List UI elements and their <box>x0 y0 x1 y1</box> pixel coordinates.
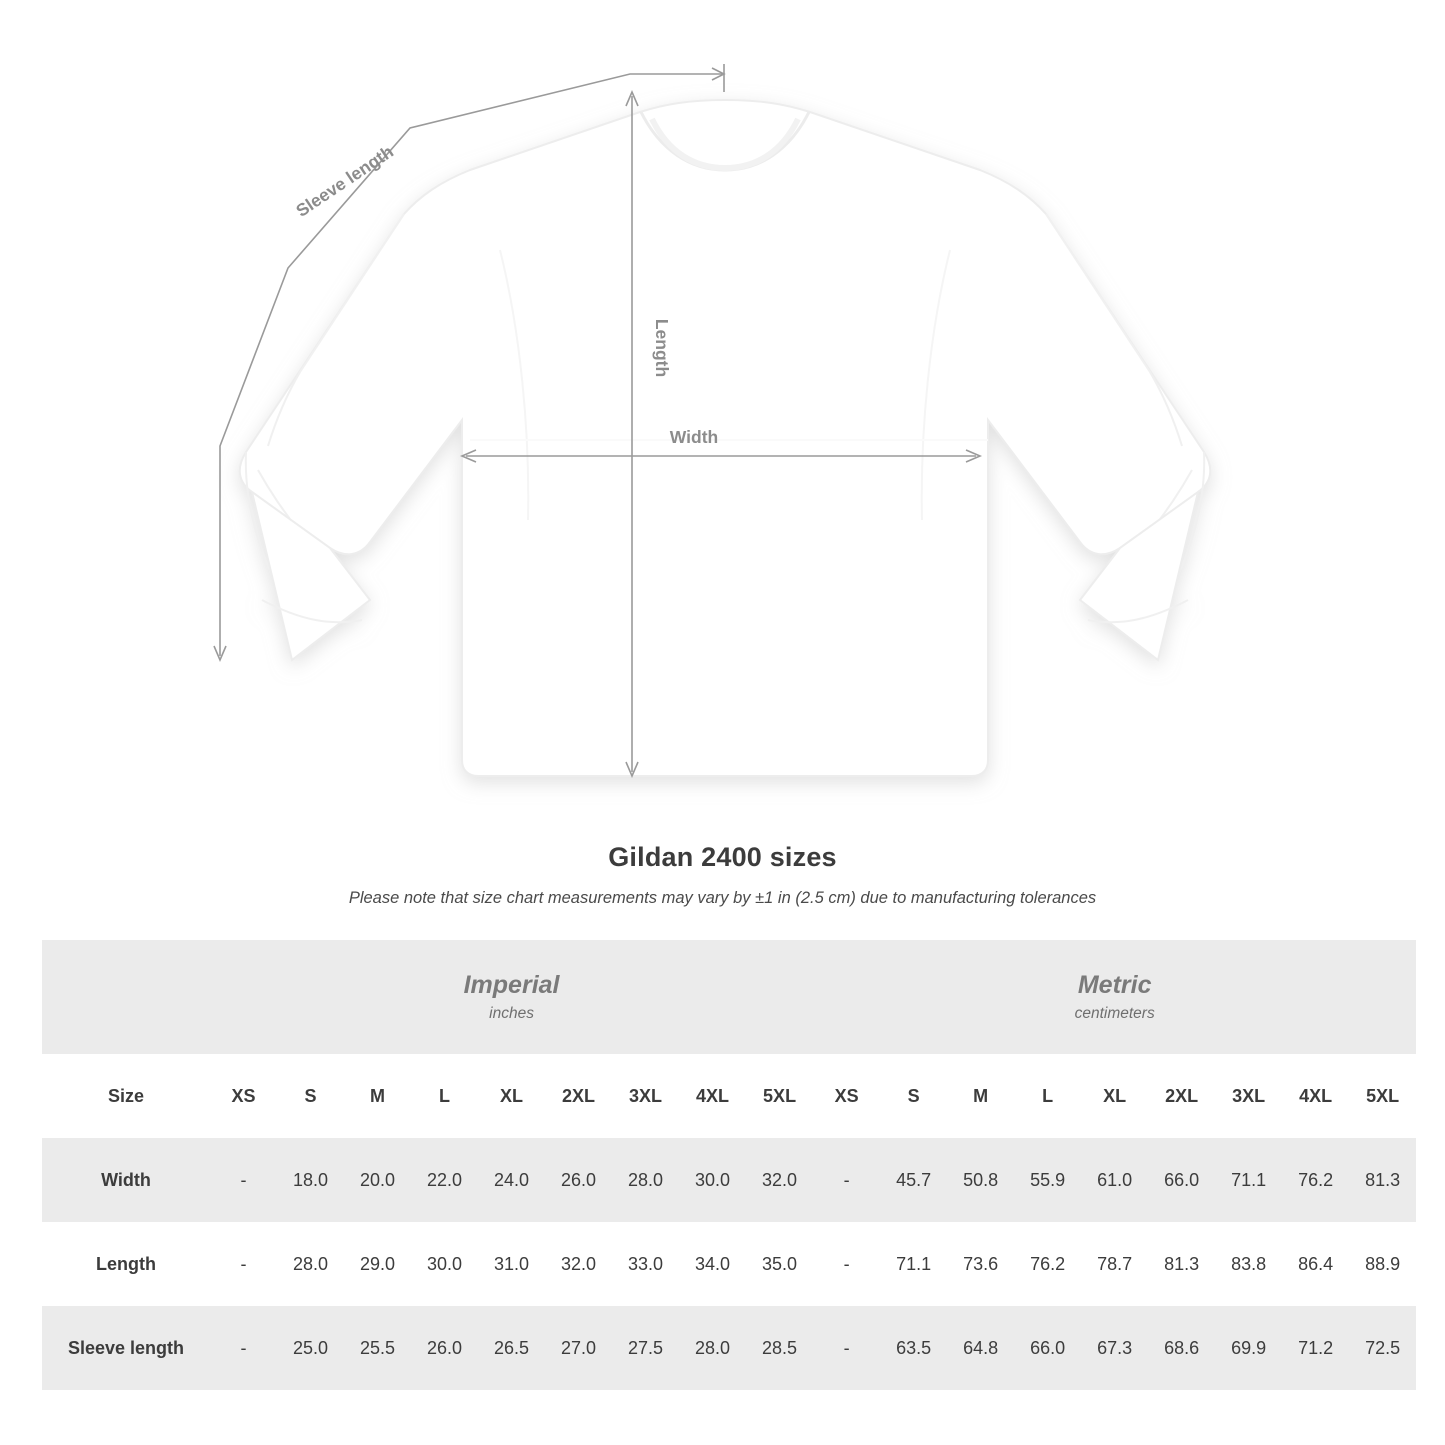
cell-width-metric-2: 50.8 <box>947 1138 1014 1222</box>
unit-group-metric-sub: centimeters <box>1074 1004 1155 1022</box>
chart-title: Gildan 2400 sizes <box>608 842 837 872</box>
header-col-9: XS <box>813 1054 880 1138</box>
header-col-1: S <box>277 1054 344 1138</box>
cell-sleeve-metric-5: 68.6 <box>1148 1306 1215 1390</box>
cell-width-metric-1: 45.7 <box>880 1138 947 1222</box>
header-col-6: 3XL <box>612 1054 679 1138</box>
shirt-shape <box>240 100 1211 776</box>
cell-sleeve-metric-2: 64.8 <box>947 1306 1014 1390</box>
cell-length-imperial-3: 30.0 <box>411 1222 478 1306</box>
cell-width-imperial-5: 26.0 <box>545 1138 612 1222</box>
cell-length-imperial-0: - <box>210 1222 277 1306</box>
cell-sleeve-imperial-8: 28.5 <box>746 1306 813 1390</box>
header-col-11: M <box>947 1054 1014 1138</box>
size-table <box>42 940 1416 1390</box>
chart-subtitle: Please note that size chart measurements may vary by ±1 in (2.5 cm) due to manufacturing tolerances <box>348 889 1097 907</box>
cell-width-imperial-1: 18.0 <box>277 1138 344 1222</box>
label-length: Length <box>652 318 672 378</box>
cell-length-metric-3: 76.2 <box>1014 1222 1081 1306</box>
cell-width-metric-6: 71.1 <box>1215 1138 1282 1222</box>
cell-sleeve-metric-1: 63.5 <box>880 1306 947 1390</box>
header-col-3: L <box>411 1054 478 1138</box>
cell-width-metric-4: 61.0 <box>1081 1138 1148 1222</box>
table-row <box>42 1306 1416 1390</box>
unit-group-spacer <box>42 940 210 1054</box>
cell-width-metric-7: 76.2 <box>1282 1138 1349 1222</box>
header-col-4: XL <box>478 1054 545 1138</box>
cell-width-metric-0: - <box>813 1138 880 1222</box>
header-col-7: 4XL <box>679 1054 746 1138</box>
cell-length-metric-6: 83.8 <box>1215 1222 1282 1306</box>
cell-sleeve-imperial-5: 27.0 <box>545 1306 612 1390</box>
cell-length-metric-4: 78.7 <box>1081 1222 1148 1306</box>
header-col-5: 2XL <box>545 1054 612 1138</box>
header-col-16: 4XL <box>1282 1054 1349 1138</box>
unit-group-imperial-sub: inches <box>489 1004 534 1022</box>
cell-sleeve-imperial-6: 27.5 <box>612 1306 679 1390</box>
cell-length-imperial-7: 34.0 <box>679 1222 746 1306</box>
header-col-12: L <box>1014 1054 1081 1138</box>
unit-group-row <box>42 940 1416 1054</box>
cell-sleeve-imperial-2: 25.5 <box>344 1306 411 1390</box>
cell-width-imperial-2: 20.0 <box>344 1138 411 1222</box>
table-row <box>42 1138 1416 1222</box>
unit-group-metric-label: Metric <box>1077 971 1152 1000</box>
cell-length-imperial-6: 33.0 <box>612 1222 679 1306</box>
label-width: Width <box>669 427 719 447</box>
cell-sleeve-metric-3: 66.0 <box>1014 1306 1081 1390</box>
cell-length-imperial-4: 31.0 <box>478 1222 545 1306</box>
row-label-sleeve-length: Sleeve length <box>42 1306 210 1390</box>
cell-sleeve-metric-0: - <box>813 1306 880 1390</box>
cell-sleeve-imperial-1: 25.0 <box>277 1306 344 1390</box>
table-header-row <box>42 1054 1416 1138</box>
header-col-0: XS <box>210 1054 277 1138</box>
cell-sleeve-imperial-7: 28.0 <box>679 1306 746 1390</box>
cell-length-metric-7: 86.4 <box>1282 1222 1349 1306</box>
cell-width-metric-5: 66.0 <box>1148 1138 1215 1222</box>
header-col-13: XL <box>1081 1054 1148 1138</box>
header-size-label: Size <box>42 1054 210 1138</box>
cell-sleeve-metric-6: 69.9 <box>1215 1306 1282 1390</box>
cell-width-imperial-6: 28.0 <box>612 1138 679 1222</box>
cell-length-metric-0: - <box>813 1222 880 1306</box>
header-col-2: M <box>344 1054 411 1138</box>
cell-width-imperial-0: - <box>210 1138 277 1222</box>
cell-length-imperial-1: 28.0 <box>277 1222 344 1306</box>
cell-width-imperial-8: 32.0 <box>746 1138 813 1222</box>
cell-width-metric-3: 55.9 <box>1014 1138 1081 1222</box>
header-col-17: 5XL <box>1349 1054 1416 1138</box>
size-table-wrapper <box>42 940 1403 1390</box>
cell-width-metric-8: 81.3 <box>1349 1138 1416 1222</box>
label-sleeve-length: Sleeve length <box>292 141 398 221</box>
header-col-14: 2XL <box>1148 1054 1215 1138</box>
row-label-length: Length <box>42 1222 210 1306</box>
cell-sleeve-metric-8: 72.5 <box>1349 1306 1416 1390</box>
cell-length-metric-1: 71.1 <box>880 1222 947 1306</box>
cell-width-imperial-3: 22.0 <box>411 1138 478 1222</box>
cell-sleeve-metric-7: 71.2 <box>1282 1306 1349 1390</box>
cell-length-imperial-5: 32.0 <box>545 1222 612 1306</box>
header-col-15: 3XL <box>1215 1054 1282 1138</box>
unit-group-imperial-label: Imperial <box>463 971 560 1000</box>
row-label-width: Width <box>42 1138 210 1222</box>
unit-group-metric <box>813 940 1416 1054</box>
cell-sleeve-metric-4: 67.3 <box>1081 1306 1148 1390</box>
header-col-8: 5XL <box>746 1054 813 1138</box>
cell-sleeve-imperial-0: - <box>210 1306 277 1390</box>
cell-length-metric-5: 81.3 <box>1148 1222 1215 1306</box>
header-col-10: S <box>880 1054 947 1138</box>
unit-group-imperial <box>210 940 813 1054</box>
cell-sleeve-imperial-4: 26.5 <box>478 1306 545 1390</box>
cell-length-metric-8: 88.9 <box>1349 1222 1416 1306</box>
cell-length-imperial-2: 29.0 <box>344 1222 411 1306</box>
cell-width-imperial-4: 24.0 <box>478 1138 545 1222</box>
cell-sleeve-imperial-3: 26.0 <box>411 1306 478 1390</box>
cell-length-metric-2: 73.6 <box>947 1222 1014 1306</box>
table-row <box>42 1222 1416 1306</box>
cell-width-imperial-7: 30.0 <box>679 1138 746 1222</box>
cell-length-imperial-8: 35.0 <box>746 1222 813 1306</box>
